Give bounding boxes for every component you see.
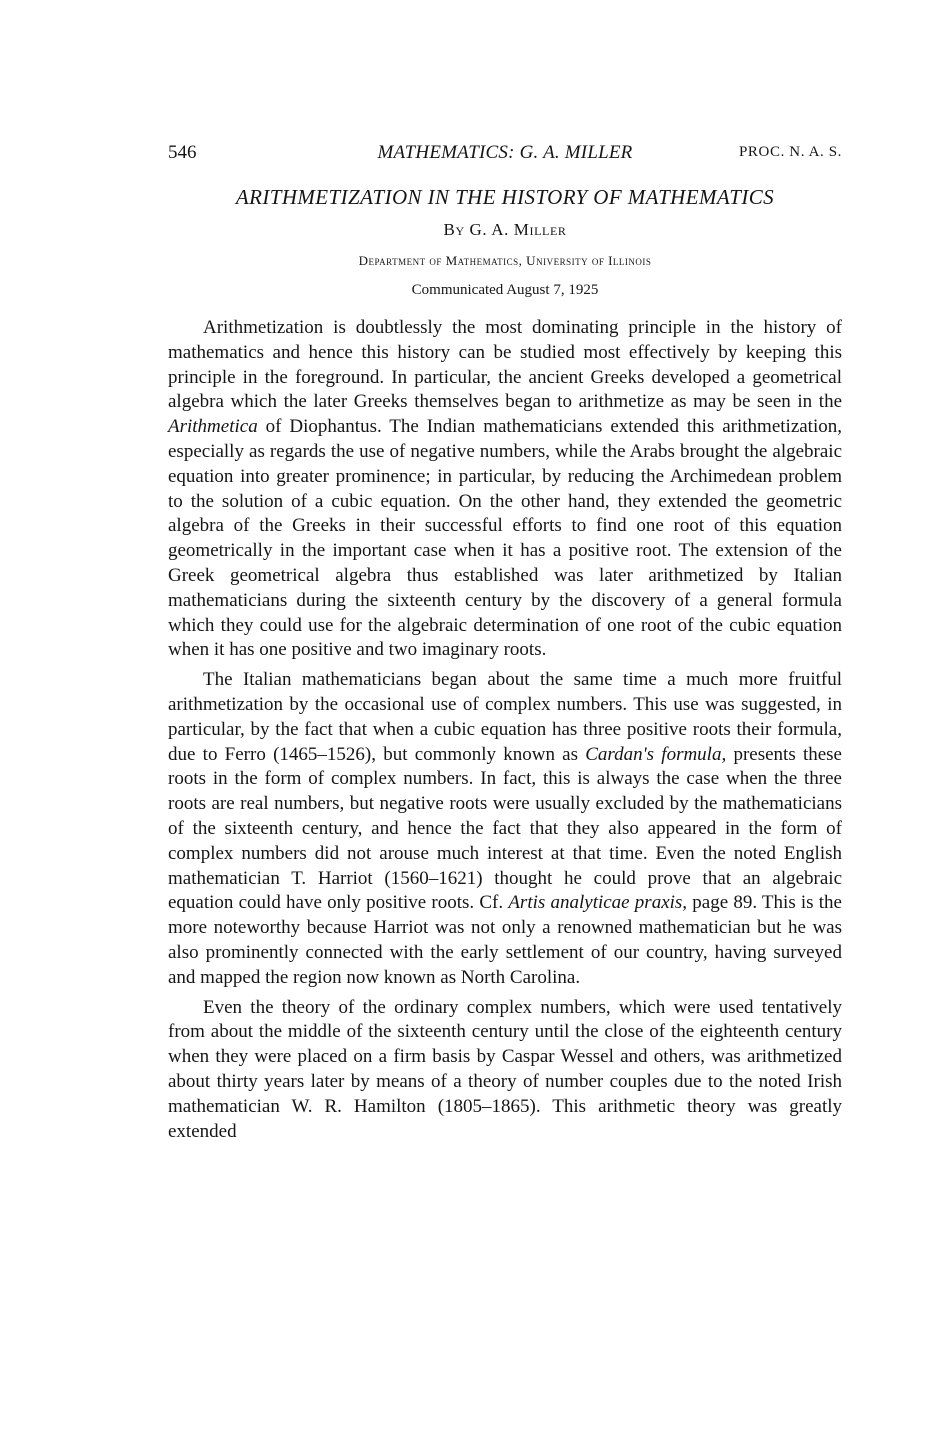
body-paragraph: [168, 996, 842, 1145]
paragraph-text: presents these roots in the form of complex numbers. In fact, this is always the case when the three roots are real numbers, but negative roots were usually excluded by the mathematicians of the sixteenth century, and hence the fact that they also appeared in the form of complex numbers did not arouse much interest at that time. Even the noted English mathematician T. Harriot (1560–1621) thought he could prove that an algebraic equation could have only positive roots. Cf.: [168, 743, 842, 914]
running-header: [168, 140, 842, 168]
italic-text: Artis analyticae praxis,: [508, 892, 688, 914]
article-title: ARITHMETIZATION IN THE HISTORY OF MATHEMATICS: [235, 185, 775, 209]
communicated-date: Communicated August 7, 1925: [411, 282, 599, 298]
paragraph-text: of Diophantus. The Indian mathematicians extended this arithmetization, especially as regards the use of negative numbers, while the Arabs brought the algebraic equation into greater prominence; in particular, by reducing the Archimedean problem to the solution of a cubic equation. On the other hand, they extended the geometric algebra of the Greeks in their successful efforts to find one root of this equation geometrically in the important case when it has a positive root. The extension of the Greek geometrical algebra thus established was later arithmetized by Italian mathematicians during the sixteenth century by the discovery of a general formula which they could use for the algebraic determination of one root of the cubic equation when it has one positive and two imaginary roots.: [168, 416, 842, 661]
author-byline: By G. A. Miller: [443, 220, 567, 239]
body-paragraph: [168, 668, 842, 990]
italic-text: Cardan's formula,: [585, 743, 727, 765]
paragraph-text: page 89. This is the more noteworthy because Harriot was not only a renowned mathematician but he was also prominently connected with the early settlement of our country, having surveyed and mapped the region now known as North Carolina.: [168, 892, 842, 988]
body-paragraph: [168, 316, 842, 663]
paragraph-text: Even the theory of the ordinary complex numbers, which were used tentatively from about the middle of the sixteenth century until the close of the eighteenth century when they were placed on a firm basis by Caspar Wessel and others, was arithmetized about thirty years later by means of a theory of number couples due to the noted Irish mathematician W. R. Hamilton (1805–1865). This arithmetic theory was greatly extended: [168, 996, 842, 1142]
running-title: MATHEMATICS: G. A. MILLER: [377, 142, 633, 163]
article-body: [168, 316, 842, 1144]
journal-abbreviation: PROC. N. A. S.: [738, 144, 842, 160]
paragraph-text: Arithmetization is doubtlessly the most dominating principle in the history of mathematics and hence this history can be studied most effectively by keeping this principle in the foreground. In particular, the ancient Greeks developed a geometrical algebra which the later Greeks themselves began to arithmetize as may be seen in the: [168, 317, 842, 413]
author-affiliation: Department of Mathematics, University of Illinois: [358, 253, 652, 268]
journal-page: [168, 140, 842, 1149]
paragraph-text: The Italian mathematicians began about the same time a much more fruitful arithmetization by the occasional use of complex numbers. This use was suggested, in particular, by the fact that when a cubic equation has three positive roots their formula, due to Ferro (1465–1526), but commonly known as: [168, 669, 842, 765]
italic-text: Arithmetica: [168, 416, 258, 438]
page-number: 546: [168, 142, 197, 163]
